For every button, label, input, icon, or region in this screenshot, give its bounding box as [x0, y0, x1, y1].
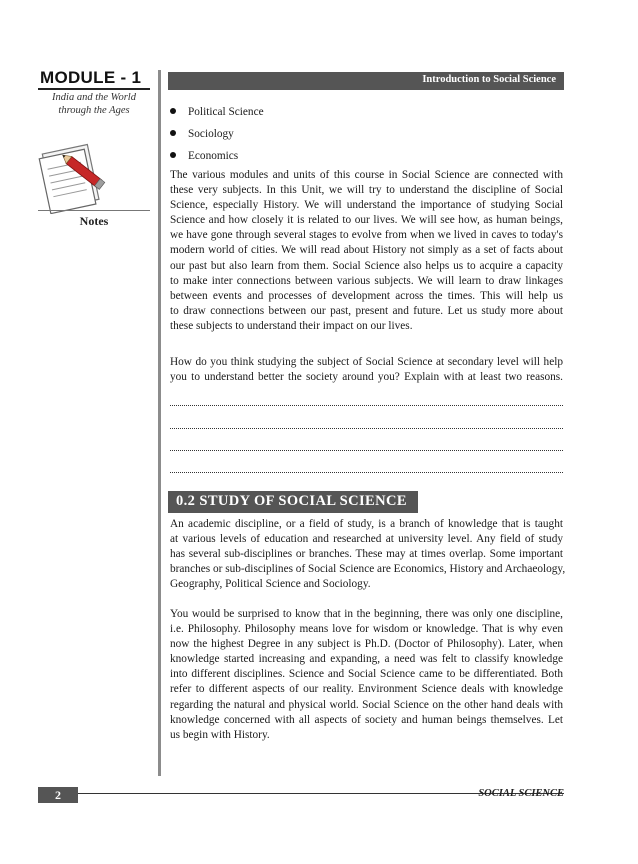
- page-number: 2: [55, 788, 61, 802]
- running-header: [168, 72, 564, 90]
- section-heading-text: 0.2 STUDY OF SOCIAL SCIENCE: [176, 493, 407, 509]
- bullet-text: Economics: [188, 150, 239, 162]
- text-line: regarding the natural and physical world. Social Science on the other hand deals with: [170, 698, 563, 711]
- text-line: has several sub-disciplines or branches. These may at times overlap. Some important: [170, 548, 563, 561]
- text-line: we have gone through several stages to evolve from when we lived in caves to today's: [170, 229, 563, 242]
- notepad-pencil-icon: [34, 138, 118, 214]
- answer-line[interactable]: [170, 397, 563, 406]
- module-subtitle-line2: through the Ages: [58, 105, 130, 116]
- text-line: The various modules and units of this course in Social Science are connected with: [170, 169, 563, 181]
- bullet-dot-icon: [170, 130, 176, 136]
- text-line: these very subjects. In this Unit, we will try to understand the discipline of Social: [170, 184, 563, 197]
- text-line: these subjects to understand their impact on our lives.: [170, 319, 413, 332]
- text-line: Geography, Political Science and Sociology.: [170, 578, 371, 591]
- module-title: MODULE - 1: [40, 68, 142, 87]
- text-line: to make inter connections between various subjects. We will learn to draw linkages: [170, 274, 563, 287]
- text-line: Science and how closely it is related to our lives. We will see how, as human beings,: [170, 214, 563, 227]
- answer-line[interactable]: [170, 442, 563, 451]
- section-heading: [168, 491, 418, 513]
- notes-label: Notes: [79, 214, 109, 228]
- footer-subject: SOCIAL SCIENCE: [478, 788, 564, 799]
- text-line: into different disciplines. Science and Social Science came to be differentiated. Both: [170, 668, 563, 681]
- running-header-title: Introduction to Social Science: [422, 74, 556, 85]
- text-line: our past but also learn from them. Social Science also helps us to acquire a capacity: [170, 259, 563, 272]
- text-line: i.e. Philosophy. Philosophy means love for wisdom or knowledge. That is why even: [170, 623, 563, 636]
- bullet-item: [170, 105, 550, 120]
- bullet-text: Sociology: [188, 128, 234, 140]
- text-line: between events and processes of development across the times. This will help us: [170, 289, 563, 302]
- text-line: modern world of cities. We will read about History not simply as a set of facts about: [170, 244, 563, 257]
- bullet-item: [170, 127, 550, 142]
- intro-paragraph: [170, 168, 563, 334]
- text-line: An academic discipline, or a field of study, is a branch of knowledge that is taught: [170, 518, 563, 530]
- answer-line[interactable]: [170, 464, 563, 473]
- text-line: now the highest Degree in any subject is Ph.D. (Doctor of Philosophy). Later, when: [170, 638, 563, 651]
- text-line: How do you think studying the subject of Social Science at secondary level will help: [170, 356, 563, 368]
- answer-line[interactable]: [170, 420, 563, 429]
- text-line: at various levels of education and researched at university level. Any field of study: [170, 533, 563, 546]
- question-paragraph: [170, 355, 563, 385]
- bullet-item: [170, 149, 550, 164]
- page-number-badge: [38, 787, 78, 803]
- bullet-dot-icon: [170, 108, 176, 114]
- column-divider: [158, 70, 161, 776]
- text-line: refer to different aspects of our reality. Environment Science deals with knowledge: [170, 683, 563, 696]
- text-line: to draw connections between our past, present and future. Let us study more about: [170, 304, 563, 317]
- text-line: you to understand better the society around you? Explain with at least two reasons.: [170, 371, 563, 384]
- text-line: branches or sub-disciplines of Social Science are Economics, History and Archaeology,: [170, 563, 566, 576]
- academic-discipline-paragraph: [170, 517, 566, 592]
- text-line: You would be surprised to know that in the beginning, there was only one discipline,: [170, 608, 563, 620]
- text-line: knowledge concerned with all aspects of society and human beings themselves. Let: [170, 713, 563, 726]
- bullet-text: Political Science: [188, 106, 264, 118]
- bullet-dot-icon: [170, 152, 176, 158]
- module-rule: [38, 88, 150, 90]
- text-line: knowledge started increasing and expanding, a need was felt to classify knowledge: [170, 653, 563, 666]
- notes-rule: [38, 210, 150, 211]
- philosophy-paragraph: [170, 607, 563, 743]
- text-line: us begin with History.: [170, 728, 270, 741]
- text-line: Science, especially History. We will understand the importance of studying Social: [170, 199, 563, 212]
- module-subtitle-line1: India and the World: [52, 92, 136, 103]
